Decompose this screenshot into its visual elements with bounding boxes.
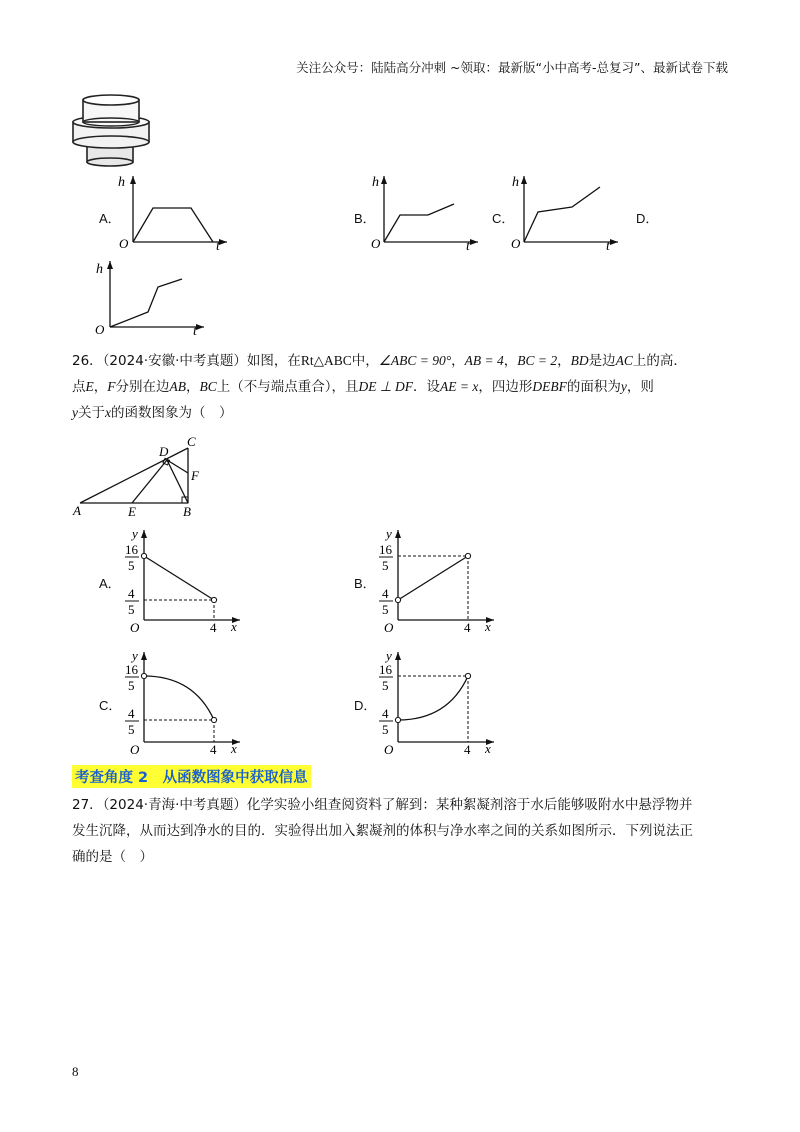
- svg-text:C: C: [187, 434, 196, 449]
- axis-h: h: [512, 175, 519, 190]
- svg-text:4: 4: [210, 620, 217, 634]
- page-header: 关注公众号：陆陆高分冲刺 ~领取：最新版“小中高考-总复习”、最新试卷下载: [296, 60, 728, 75]
- q26-graph-d: [366, 644, 501, 756]
- svg-text:y: y: [132, 648, 138, 663]
- axis-t: t: [193, 324, 197, 337]
- cylinder-figure: [70, 92, 152, 170]
- svg-text:x: x: [485, 619, 491, 634]
- svg-text:y: y: [386, 648, 392, 663]
- svg-text:4: 4: [464, 620, 471, 634]
- q26-option-b[interactable]: B．: [354, 576, 376, 591]
- svg-text:F: F: [191, 468, 199, 483]
- axis-t: t: [216, 239, 220, 250]
- svg-text:4: 4: [464, 742, 471, 756]
- question-26: 26．（2024·安徽·中考真题）如图，在Rt△ABC中，∠ABC = 90°，AB = 4，BC = 2，BD是边AC上的高． 点E，F分别在边AB，BC上（不与端点重合），且DE ⊥ DF．设AE = x，四边形DEBF的面积为y，则 y关于x的函数图象为（ ）: [72, 353, 687, 421]
- svg-text:4: 4: [382, 706, 389, 721]
- q26-source: （2024·安徽·中考真题）: [102, 353, 247, 369]
- svg-text:4: 4: [128, 586, 135, 601]
- axis-t: t: [466, 239, 470, 250]
- svg-text:4: 4: [210, 742, 217, 756]
- q25-graph-c: [510, 172, 620, 250]
- triangle-figure: [70, 432, 215, 522]
- q25-option-b[interactable]: B．: [354, 211, 376, 226]
- q26-graph-a: [112, 522, 247, 634]
- svg-text:5: 5: [128, 558, 135, 573]
- q25-option-a[interactable]: A．: [99, 211, 121, 226]
- svg-text:B: B: [183, 504, 191, 519]
- origin-o: O: [119, 236, 129, 250]
- q26-graph-c: [112, 644, 247, 756]
- q26-number: 26．: [72, 353, 103, 369]
- svg-text:5: 5: [128, 678, 135, 693]
- svg-text:5: 5: [128, 602, 135, 617]
- page-number: 8: [72, 1064, 79, 1079]
- svg-text:O: O: [384, 742, 394, 756]
- svg-text:y: y: [132, 526, 138, 541]
- q26-option-d[interactable]: D．: [354, 698, 377, 713]
- section-heading: 考查角度 2 从函数图象中获取信息: [72, 765, 311, 788]
- svg-text:5: 5: [128, 722, 135, 737]
- svg-text:D: D: [159, 444, 169, 459]
- axis-h: h: [372, 175, 379, 190]
- svg-text:x: x: [485, 741, 491, 756]
- axis-t: t: [606, 239, 610, 250]
- axis-h: h: [96, 262, 103, 277]
- q26-option-c[interactable]: C．: [99, 698, 122, 713]
- q25-option-c[interactable]: C．: [492, 211, 515, 226]
- svg-text:4: 4: [128, 706, 135, 721]
- svg-text:O: O: [130, 742, 140, 756]
- svg-text:5: 5: [382, 722, 389, 737]
- axis-h: h: [118, 175, 125, 190]
- svg-text:x: x: [231, 619, 237, 634]
- svg-text:A: A: [73, 503, 81, 518]
- svg-text:5: 5: [382, 558, 389, 573]
- q26-option-a[interactable]: A．: [99, 576, 121, 591]
- q25-graph-a: [115, 172, 230, 250]
- svg-text:x: x: [231, 741, 237, 756]
- question-27: 27．（2024·青海·中考真题）化学实验小组查阅资料了解到：某种絮凝剂溶于水后能够吸附水中悬浮物并 发生沉降，从而达到净水的目的．实验得出加入絮凝剂的体积与净水率之间的关系如图所示．下列说法正 确的是（ ）: [72, 797, 693, 865]
- origin-o: O: [511, 236, 521, 250]
- q27-number: 27．: [72, 797, 103, 813]
- q25-graph-d: [92, 257, 207, 337]
- svg-text:16: 16: [379, 542, 392, 557]
- svg-text:y: y: [386, 526, 392, 541]
- svg-text:16: 16: [379, 662, 392, 677]
- svg-text:5: 5: [382, 678, 389, 693]
- origin-o: O: [95, 322, 105, 337]
- svg-text:E: E: [128, 504, 136, 519]
- q27-source: （2024·青海·中考真题）: [102, 797, 247, 813]
- svg-text:4: 4: [382, 586, 389, 601]
- svg-text:O: O: [384, 620, 394, 634]
- q26-graph-b: [366, 522, 501, 634]
- q25-graph-b: [370, 172, 480, 250]
- svg-text:16: 16: [125, 662, 138, 677]
- svg-text:O: O: [130, 620, 140, 634]
- svg-text:5: 5: [382, 602, 389, 617]
- origin-o: O: [371, 236, 381, 250]
- q25-option-d[interactable]: D．: [636, 211, 659, 226]
- svg-text:16: 16: [125, 542, 138, 557]
